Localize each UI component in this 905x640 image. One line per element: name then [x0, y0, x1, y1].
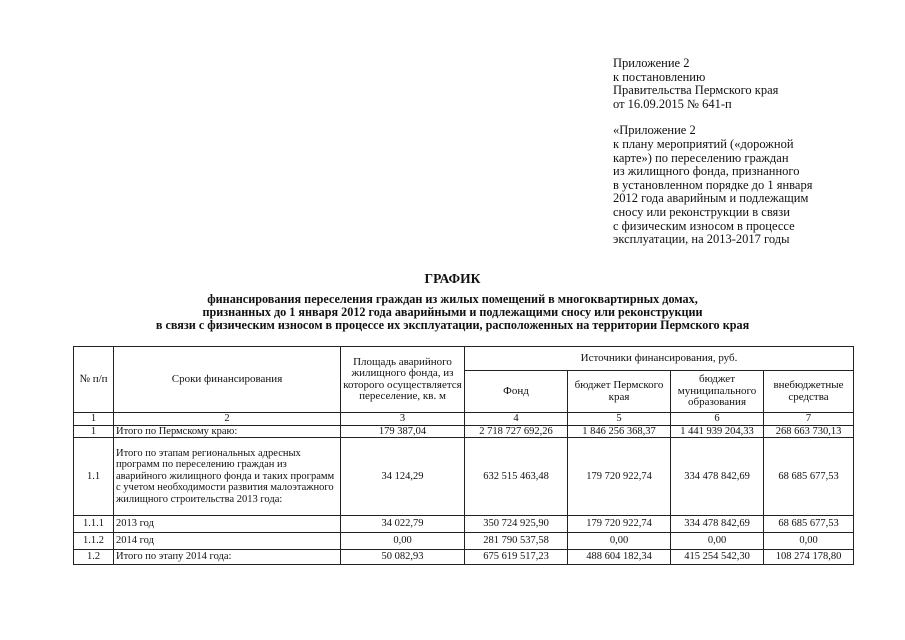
- row-regional: 179 720 922,74: [568, 438, 671, 516]
- row-extra: 0,00: [764, 533, 854, 550]
- row-num: 1: [74, 425, 114, 438]
- row-num: 1.2: [74, 550, 114, 565]
- column-number: 3: [341, 413, 465, 426]
- row-municipal: 334 478 842,69: [671, 438, 764, 516]
- appendix-quote-line: «Приложение 2: [613, 123, 696, 138]
- appendix-quote-line: 2012 года аварийным и подлежащим: [613, 191, 809, 206]
- appendix-line: от 16.09.2015 № 641-п: [613, 96, 732, 111]
- appendix-line: Правительства Пермского края: [613, 83, 779, 98]
- row-num: 1.1.1: [74, 516, 114, 533]
- row-regional: 0,00: [568, 533, 671, 550]
- table-row: [74, 550, 854, 565]
- document-subtitle: [60, 293, 845, 333]
- table-row: [74, 438, 854, 516]
- column-number: 5: [568, 413, 671, 426]
- appendix-block: [613, 57, 893, 247]
- column-number: 2: [114, 413, 341, 426]
- row-fund: 675 619 517,23: [465, 550, 568, 565]
- row-regional: 488 604 182,34: [568, 550, 671, 565]
- appendix-quote-line: к плану мероприятий («дорожной: [613, 136, 794, 151]
- column-number: 7: [764, 413, 854, 426]
- header-sources: Источники финансирования, руб.: [465, 347, 854, 371]
- row-fund: 632 515 463,48: [465, 438, 568, 516]
- row-area: 0,00: [341, 533, 465, 550]
- row-extra: 108 274 178,80: [764, 550, 854, 565]
- column-number: 4: [465, 413, 568, 426]
- row-municipal: 334 478 842,69: [671, 516, 764, 533]
- row-area: 34 124,29: [341, 438, 465, 516]
- row-label: 2013 год: [114, 516, 341, 533]
- row-area: 50 082,93: [341, 550, 465, 565]
- column-numbers-row: [74, 413, 854, 426]
- table-row: [74, 425, 854, 438]
- row-regional: 179 720 922,74: [568, 516, 671, 533]
- header-fund: Фонд: [465, 371, 568, 413]
- appendix-line: Приложение 2: [613, 56, 690, 70]
- subtitle-line: признанных до 1 января 2012 года аварийными и подлежащими сносу или реконструкции: [202, 305, 703, 320]
- row-label: Итого по Пермскому краю:: [114, 425, 341, 438]
- appendix-quote-line: сносу или реконструкции в связи: [613, 204, 790, 219]
- row-municipal: 0,00: [671, 533, 764, 550]
- subtitle-line: в связи с физическим износом в процессе их эксплуатации, расположенных на территории Пермского края: [155, 318, 750, 333]
- row-area: 179 387,04: [341, 425, 465, 438]
- appendix-quote-line: с физическим износом в процессе: [613, 218, 795, 233]
- row-label: Итого по этапам региональных адресных программ по переселению граждан из аварийного жилищного фонда и таких программ с учетом необходимости развития малоэтажного жилищного строительства 2013 года:: [114, 438, 341, 516]
- header-area: Площадь аварийного жилищного фонда, из которого осуществляется переселение, кв. м: [341, 347, 465, 413]
- row-fund: 281 790 537,58: [465, 533, 568, 550]
- row-extra: 68 685 677,53: [764, 438, 854, 516]
- header-period: Сроки финансирования: [114, 347, 341, 413]
- header-extra: внебюджетные средства: [764, 371, 854, 413]
- row-num: 1.1.2: [74, 533, 114, 550]
- row-num: 1.1: [74, 438, 114, 516]
- row-label: Итого по этапу 2014 года:: [114, 550, 341, 565]
- header-num: № п/п: [74, 347, 114, 413]
- row-regional: 1 846 256 368,37: [568, 425, 671, 438]
- header-municipal: бюджет муниципального образования: [671, 371, 764, 413]
- column-number: 1: [74, 413, 114, 426]
- row-extra: 68 685 677,53: [764, 516, 854, 533]
- row-municipal: 1 441 939 204,33: [671, 425, 764, 438]
- appendix-quote-line: в установленном порядке до 1 января: [613, 177, 813, 192]
- appendix-line: к постановлению: [613, 69, 706, 84]
- table-row: [74, 533, 854, 550]
- financing-table: [73, 346, 854, 565]
- appendix-quote-line: карте») по переселению граждан: [613, 150, 789, 165]
- row-fund: 350 724 925,90: [465, 516, 568, 533]
- document-title: ГРАФИК: [424, 271, 481, 286]
- table-row: [74, 516, 854, 533]
- appendix-quote-line: из жилищного фонда, признанного: [613, 164, 800, 179]
- row-area: 34 022,79: [341, 516, 465, 533]
- subtitle-line: финансирования переселения граждан из жилых помещений в многоквартирных домах,: [207, 292, 698, 306]
- column-number: 6: [671, 413, 764, 426]
- appendix-quote-line: эксплуатации, на 2013-2017 годы: [613, 232, 790, 247]
- row-fund: 2 718 727 692,26: [465, 425, 568, 438]
- row-municipal: 415 254 542,30: [671, 550, 764, 565]
- row-label: 2014 год: [114, 533, 341, 550]
- header-regional: бюджет Пермского края: [568, 371, 671, 413]
- row-extra: 268 663 730,13: [764, 425, 854, 438]
